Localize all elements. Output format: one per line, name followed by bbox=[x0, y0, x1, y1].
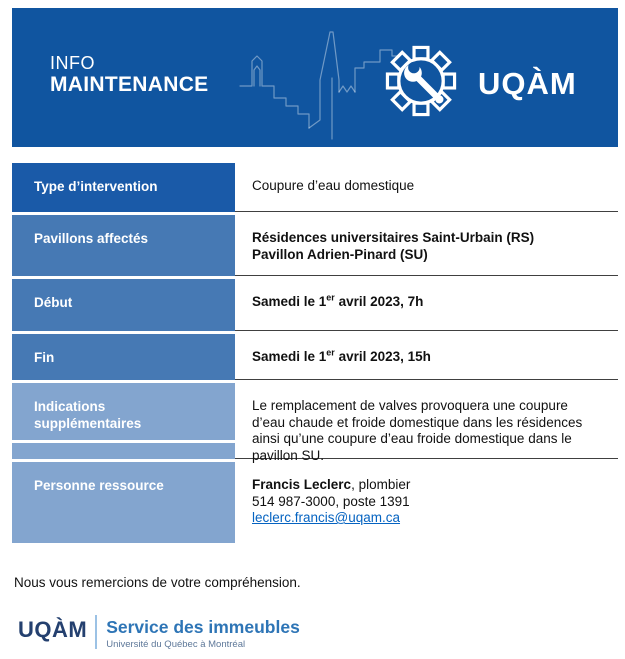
contact-phone: 514 987-3000, poste 1391 bbox=[252, 493, 410, 509]
pavillon-line: Pavillon Adrien-Pinard (SU) bbox=[252, 246, 428, 262]
banner-title-line1: INFO bbox=[50, 53, 95, 73]
uqam-logo-header: UQÀM bbox=[478, 66, 577, 101]
date-text: avril 2023, 7h bbox=[334, 294, 424, 309]
contact-name-line bbox=[252, 477, 602, 494]
table-row-indications bbox=[12, 383, 618, 463]
university-name: Université du Québec à Montréal bbox=[106, 639, 246, 650]
row-label: Personne ressource bbox=[34, 478, 164, 493]
gear-wrench-icon bbox=[383, 43, 459, 119]
table-row-debut bbox=[12, 279, 618, 331]
banner-title bbox=[50, 53, 208, 96]
footer-logo bbox=[18, 615, 300, 651]
date-text: Samedi le 1 bbox=[252, 349, 327, 364]
row-label-spacer-cell bbox=[12, 443, 235, 459]
date-ordinal: er bbox=[326, 292, 335, 303]
date-text: avril 2023, 15h bbox=[334, 349, 431, 364]
intervention-table bbox=[12, 163, 618, 546]
date-text: Samedi le 1 bbox=[252, 294, 327, 309]
row-value-cell bbox=[235, 334, 618, 380]
row-label-cell bbox=[12, 462, 235, 543]
table-row-type bbox=[12, 163, 618, 212]
row-label-cell bbox=[12, 215, 235, 276]
row-value-cell bbox=[235, 215, 618, 276]
row-label: Indications supplémentaires bbox=[34, 399, 142, 431]
row-label-cell bbox=[12, 334, 235, 380]
row-label: Pavillons affectés bbox=[34, 231, 149, 246]
contact-name: Francis Leclerc bbox=[252, 477, 352, 492]
footer-logo-text bbox=[106, 615, 300, 651]
table-row-pavillons bbox=[12, 215, 618, 276]
pavillon-line: Résidences universitaires Saint-Urbain (RS) bbox=[252, 230, 535, 245]
contact-email-link[interactable]: leclerc.francis@uqam.ca bbox=[252, 510, 401, 525]
table-row-personne bbox=[12, 462, 618, 543]
row-label-cell bbox=[12, 383, 235, 440]
row-value-cell bbox=[235, 462, 618, 543]
row-value-cell bbox=[235, 383, 618, 463]
row-label-cell bbox=[12, 163, 235, 212]
row-label: Type d’intervention bbox=[34, 179, 158, 194]
row-label-cell bbox=[12, 279, 235, 331]
uqam-logo-footer: UQÀM bbox=[18, 617, 88, 642]
row-value: Le remplacement de valves provoquera une coupure d’eau chaude et froide domestique dans les résidences ainsi qu’une coupure d’eau froide domestique dans le pavillon SU. bbox=[252, 398, 583, 463]
service-name: Service des immeubles bbox=[106, 617, 300, 637]
banner-title-line2: MAINTENANCE bbox=[50, 73, 209, 96]
contact-role: , plombier bbox=[351, 477, 411, 492]
logo-divider bbox=[95, 615, 97, 649]
header-banner bbox=[12, 8, 618, 147]
table-row-fin bbox=[12, 334, 618, 380]
row-label-stack bbox=[12, 383, 235, 459]
row-label: Fin bbox=[34, 350, 55, 365]
date-ordinal: er bbox=[326, 347, 335, 358]
row-value-cell bbox=[235, 279, 618, 331]
row-label: Début bbox=[34, 295, 73, 310]
row-value: Coupure d’eau domestique bbox=[252, 178, 415, 193]
row-value-cell bbox=[235, 163, 618, 212]
closing-text: Nous vous remercions de votre compréhension. bbox=[14, 575, 301, 590]
